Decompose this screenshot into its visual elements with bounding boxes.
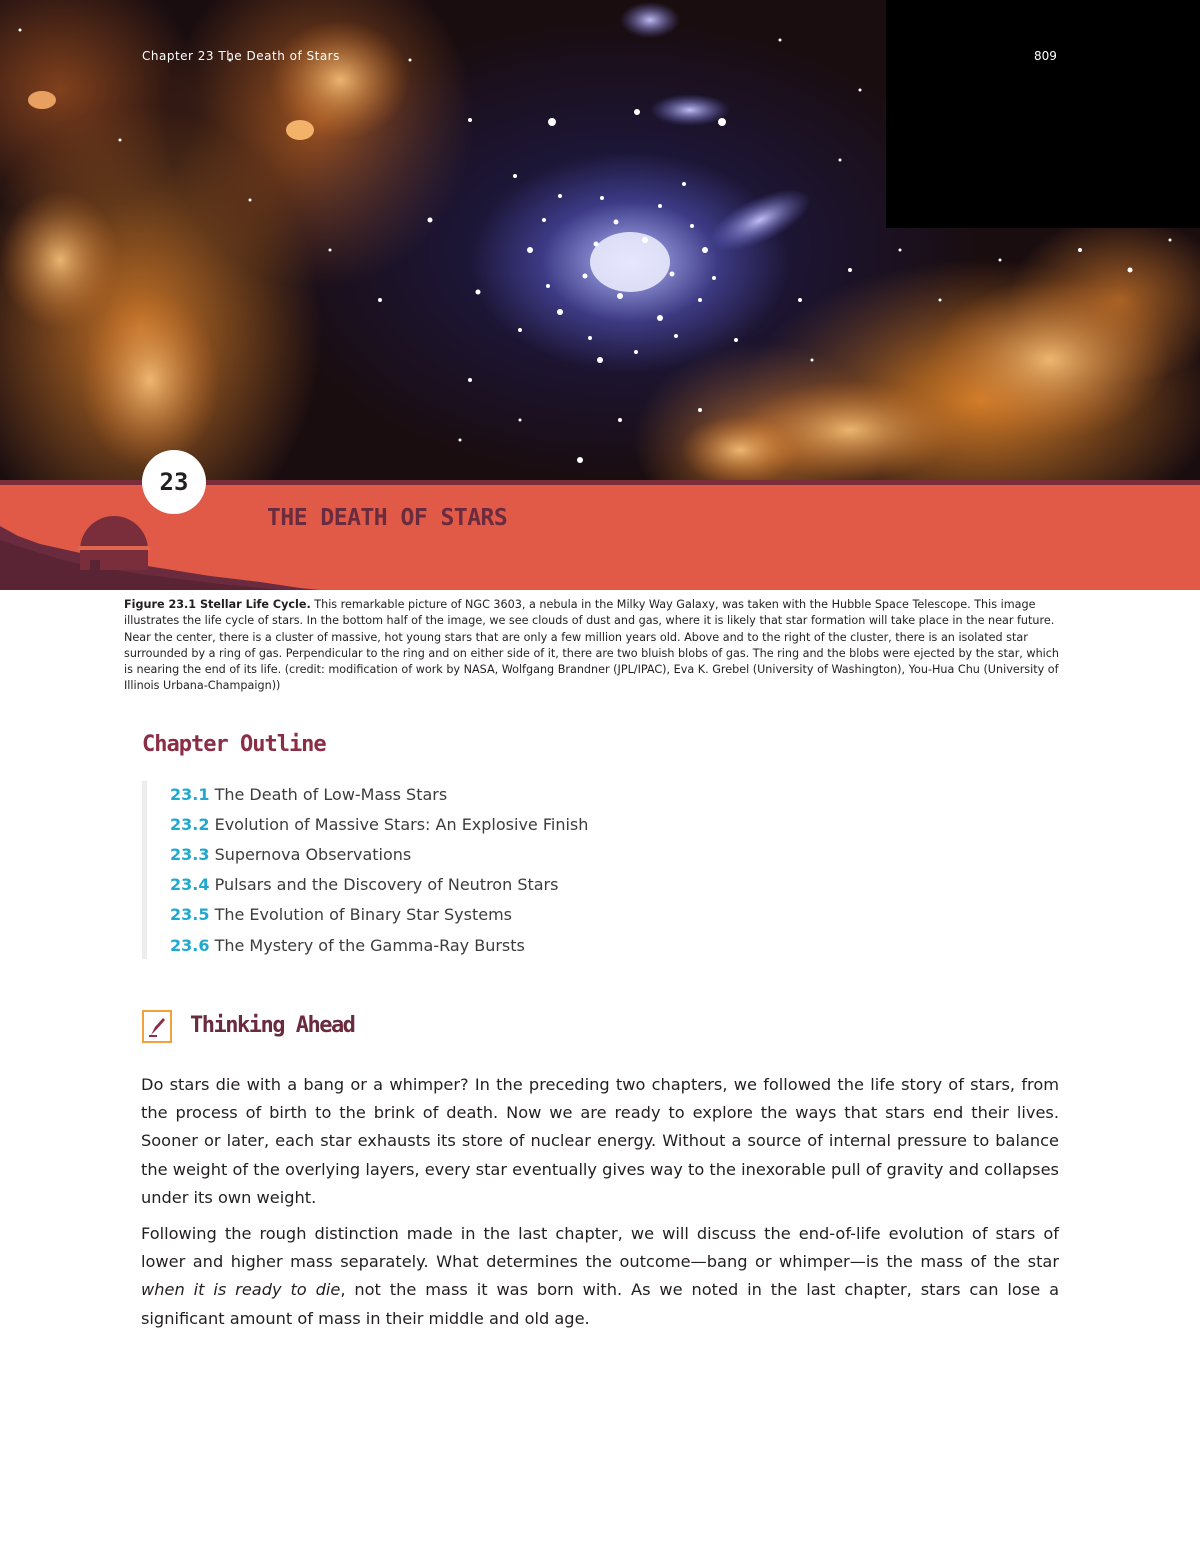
- outline-item-number: 23.5: [170, 905, 210, 924]
- outline-item-number: 23.6: [170, 936, 210, 955]
- outline-item-23-4[interactable]: [170, 875, 558, 894]
- outline-item-title: The Mystery of the Gamma-Ray Bursts: [214, 936, 525, 955]
- running-head: Chapter 23 The Death of Stars: [142, 49, 340, 63]
- outline-item-23-2[interactable]: [170, 815, 588, 834]
- paragraph-2-emphasis: when it is ready to die: [141, 1280, 341, 1300]
- outline-item-title: The Death of Low-Mass Stars: [214, 785, 448, 804]
- outline-item-23-5[interactable]: [170, 905, 512, 924]
- outline-item-title: Supernova Observations: [214, 845, 412, 864]
- hero-black-box: [886, 0, 1200, 228]
- outline-item-number: 23.1: [170, 785, 210, 804]
- page-number: 809: [1034, 49, 1057, 63]
- paragraph-2-text-start: Following the rough distinction made in the last chapter, we will discuss the end-of-life evolution of stars of lower and higher mass separately. What determines the outcome—bang or whimper—is the mass of the star: [141, 1224, 1059, 1272]
- outline-item-title: Pulsars and the Discovery of Neutron Stars: [214, 875, 559, 894]
- outline-item-23-6[interactable]: [170, 936, 525, 955]
- chapter-outline-list: [142, 781, 707, 959]
- pencil-icon: [147, 1015, 167, 1039]
- figure-caption-label: Figure 23.1 Stellar Life Cycle.: [124, 598, 311, 611]
- figure-caption: [124, 597, 1064, 695]
- outline-item-number: 23.3: [170, 845, 210, 864]
- chapter-outline-heading: Chapter Outline: [142, 732, 326, 757]
- thinking-ahead-heading: Thinking Ahead: [190, 1013, 355, 1038]
- outline-item-number: 23.4: [170, 875, 210, 894]
- paragraph-2-text-end: , not the mass it was born with. As we noted in the last chapter, stars can lose a significant amount of mass in their middle and old age.: [141, 1280, 1059, 1328]
- outline-item-title: Evolution of Massive Stars: An Explosive Finish: [214, 815, 589, 834]
- figure-caption-text: This remarkable picture of NGC 3603, a nebula in the Milky Way Galaxy, was taken with the Hubble Space Telescope. This image illustrates the life cycle of stars. In the bottom half of the image, we see clouds of dust and gas, where it is likely that star formation will take place in the near future. Near the center, there is a cluster of massive, hot young stars that are only a few million years old. Above and to the right of the cluster, there is an isolated star surrounded by a ring of gas. Perpendicular to the ring and on either side of it, there are two bluish blobs of gas. The ring and the blobs were ejected by the star, which is nearing the end of its life. (credit: modification of work by NASA, Wolfgang Brandner (JPL/IPAC), Eva K. Grebel (University of Washington), You-Hua Chu (University of Illinois Urbana-Champaign)): [124, 598, 1060, 693]
- chapter-number-badge: 23: [142, 450, 206, 514]
- thinking-ahead-paragraph-2: [141, 1220, 1059, 1333]
- thinking-ahead-paragraph-1: Do stars die with a bang or a whimper? In the preceding two chapters, we followed the life story of stars, from the process of birth to the brink of death. Now we are ready to explore the ways that stars end their lives. Sooner or later, each star exhausts its store of nuclear energy. Without a source of internal pressure to balance the weight of the overlying layers, every star eventually gives way to the inexorable pull of gravity and collapses under its own weight.: [141, 1075, 1059, 1207]
- outline-item-number: 23.2: [170, 815, 210, 834]
- outline-item-23-3[interactable]: [170, 845, 411, 864]
- pencil-check-icon: [142, 1010, 172, 1043]
- hero-nebula-image: [0, 0, 1200, 480]
- chapter-title: THE DEATH OF STARS: [267, 505, 508, 531]
- outline-item-title: The Evolution of Binary Star Systems: [214, 905, 513, 924]
- outline-item-23-1[interactable]: [170, 785, 447, 804]
